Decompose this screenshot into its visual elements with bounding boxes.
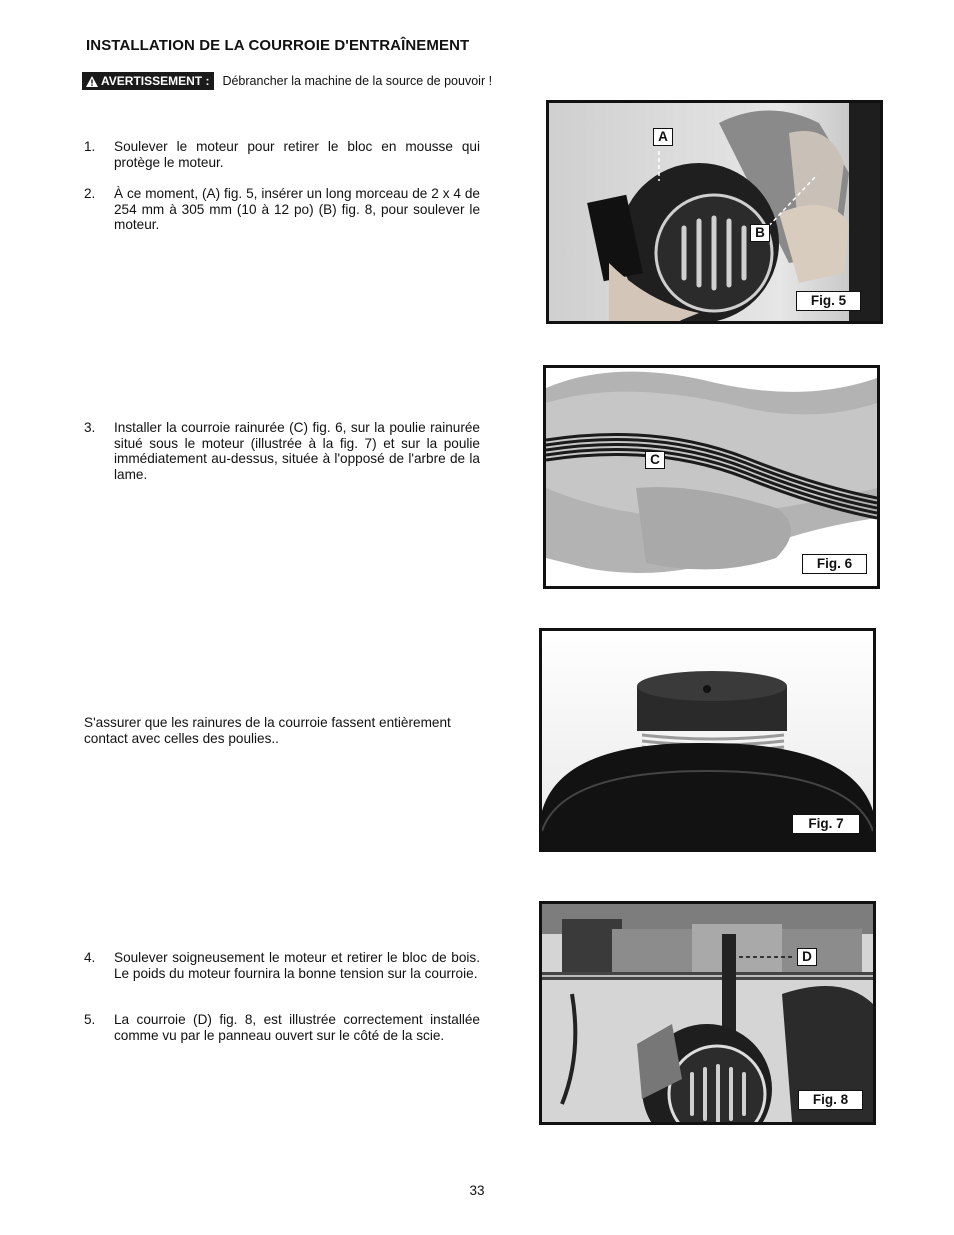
figure-6 <box>543 365 880 589</box>
warning-badge-label: AVERTISSEMENT : <box>101 74 210 88</box>
step-number: 1. <box>84 139 96 154</box>
page-title: INSTALLATION DE LA COURROIE D'ENTRAÎNEMENT <box>86 37 470 54</box>
callout-a: A <box>653 128 673 146</box>
step-number: 5. <box>84 1012 96 1027</box>
step-text: Installer la courroie rainurée (C) fig. 6, sur la poulie rainurée situé sous le moteur (illustrée à la fig. 7) et sur la poulie immédiatement au-dessus, située à l'opposé de l'arbre de la lame. <box>114 420 480 482</box>
warning-text: Débrancher la machine de la source de pouvoir ! <box>222 74 493 88</box>
step-2 <box>84 186 480 233</box>
step-number: 4. <box>84 950 96 965</box>
warning-row <box>82 72 492 90</box>
step-text: À ce moment, (A) fig. 5, insérer un long morceau de 2 x 4 de 254 mm à 305 mm (10 à 12 po) (B) fig. 8, pour soulever le moteur. <box>114 186 480 233</box>
figure-5-label: Fig. 5 <box>796 291 861 311</box>
step-number: 3. <box>84 420 96 435</box>
step-1 <box>84 139 480 170</box>
step-text: Soulever le moteur pour retirer le bloc en mousse qui protège le moteur. <box>114 139 480 170</box>
warning-badge <box>82 72 214 90</box>
step-5 <box>84 1012 480 1043</box>
callout-b: B <box>750 224 770 242</box>
figure-7-label: Fig. 7 <box>792 814 860 834</box>
figure-8-label: Fig. 8 <box>798 1090 863 1110</box>
figure-7 <box>539 628 876 852</box>
callout-c: C <box>645 451 665 469</box>
step-text: La courroie (D) fig. 8, est illustrée correctement installée comme vu par le panneau ouvert sur le côté de la scie. <box>114 1012 480 1043</box>
step-3 <box>84 420 480 482</box>
warning-triangle-icon <box>86 76 98 87</box>
figure-6-label: Fig. 6 <box>802 554 867 574</box>
figure-8 <box>539 901 876 1125</box>
step-text: Soulever soigneusement le moteur et retirer le bloc de bois. Le poids du moteur fournira la bonne tension sur la courroie. <box>114 950 480 981</box>
callout-d: D <box>797 948 817 966</box>
page-number: 33 <box>469 1183 485 1198</box>
step-4 <box>84 950 480 981</box>
figure-5 <box>546 100 883 324</box>
belt-note: S'assurer que les rainures de la courroie fassent entièrement contact avec celles des poulies.. <box>84 715 451 746</box>
motor-photo <box>549 103 880 321</box>
step-number: 2. <box>84 186 96 201</box>
